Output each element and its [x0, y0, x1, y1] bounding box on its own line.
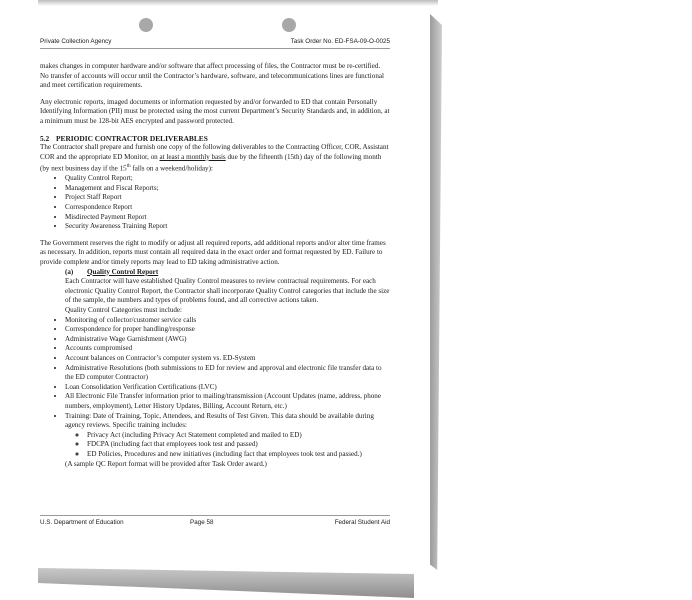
- paragraph-pii: Any electronic reports, imaged documents or information requested by and/or forwarded to ED that contain Personally Identifying Information (PII) must be protected using the most current Department’s Security Standards and, in addition, at a minimum must be 128-bit AES encrypted and password protected.: [40, 97, 390, 125]
- list-item: • Misdirected Payment Report: [65, 213, 390, 223]
- paragraph-government-rights: The Government reserves the right to modify or adjust all required reports, add additional reports and/or alter time frames as necessary. In addition, reports must contain all required data in the exact order and format requested by ED. Failure to provide complete and/or timely reports may lead to ED taking administrative action.: [40, 238, 386, 267]
- list-item: • Correspondence Report: [65, 203, 390, 213]
- qc-categories-list: [40, 316, 390, 460]
- page-header: [40, 38, 390, 49]
- qc-categories-intro: Quality Control Categories must include:: [65, 306, 183, 315]
- list-item: • Administrative Wage Garnishment (AWG): [65, 335, 390, 345]
- page-number: Page 58: [190, 519, 214, 526]
- list-item: • Quality Control Report;: [65, 174, 390, 184]
- footer-department: U.S. Department of Education: [40, 519, 124, 526]
- header-task-order: Task Order No. ED-FSA-09-O-0025: [290, 38, 390, 45]
- subsection-label: (a): [65, 267, 74, 276]
- scan-bottom-edge: [38, 568, 414, 598]
- section-intro: The Contractor shall prepare and furnish one copy of the following deliverables to the Contracting Officer, COR, Assistant COR and the appropriate ED Monitor, on at least a monthly basis due by the fifteenth (15th) day of the following month (by next business day if the 15th falls on a weekend/holiday):: [40, 143, 389, 173]
- training-list: [65, 431, 390, 460]
- list-item: • All Electronic File Transfer information prior to mailing/transmission (Account Updates (name, address, phone numbers, employment), Letter History Updates, Billing, Account Return, etc.): [65, 392, 390, 411]
- document-page: [40, 38, 390, 528]
- list-item: • Loan Consolidation Verification Certifications (LVC): [65, 383, 390, 393]
- punch-hole-icon: [282, 18, 296, 32]
- list-item: • Management and Fiscal Reports;: [65, 184, 390, 194]
- page-footer: [40, 515, 390, 526]
- scan-top-shadow: [38, 0, 438, 6]
- list-item: ◦ ED Policies, Procedures and new initiatives (including fact that employees took test and passed.): [87, 450, 390, 460]
- list-item: • Monitoring of collector/customer service calls: [65, 316, 390, 326]
- list-item: • Correspondence for proper handling/response: [65, 325, 390, 335]
- punch-hole-icon: [139, 18, 153, 32]
- underlined-frequency: at least a monthly basis: [159, 152, 226, 161]
- closing-note: (A sample QC Report format will be provided after Task Order award.): [65, 459, 267, 468]
- section-number: 5.2: [40, 133, 50, 143]
- subsection-heading: [40, 268, 390, 278]
- list-item: • Account balances on Contractor’s computer system vs. ED-System: [65, 354, 390, 364]
- page-body: [40, 62, 390, 469]
- header-agency: Private Collection Agency: [40, 38, 112, 45]
- footer-office: Federal Student Aid: [334, 519, 390, 526]
- subsection-title: Quality Control Report: [87, 267, 159, 276]
- list-item: ◦ FDCPA (including fact that employees took test and passed): [87, 440, 390, 450]
- list-item: • Accounts compromised: [65, 344, 390, 354]
- scan-right-edge: [430, 14, 442, 570]
- paragraph-certification: makes changes in computer hardware and/or software that affect processing of files, the Contractor must be re-certified. No transfer of accounts will occur until the Contractor’s hardware, software, and telecommunications lines are functional and meet certification requirements.: [40, 62, 384, 90]
- list-item: • Project Staff Report: [65, 193, 390, 203]
- qc-paragraph: Each Contractor will have established Quality Control measures to review contractual requirements. For each electronic Quality Control Report, the Contractor shall incorporate Quality Control categories that include the size of the sample, the numbers and types of problems found, and all corrective actions taken.: [65, 277, 390, 305]
- section-heading: [40, 134, 390, 144]
- list-item: • Training: Date of Training, Topic, Attendees, and Results of Test Given. This data should be available during agency reviews. Specific training includes: ◦ Privacy Act (including Privacy Act Statement completed and mailed to ED) ◦ FDCPA (including fact that employees took test and passed) ◦ ED Policies, Procedures and new initiatives (including fact that employees took test and passed.): [65, 412, 390, 460]
- deliverables-list: [40, 174, 390, 232]
- list-item: • Security Awareness Training Report: [65, 222, 390, 232]
- list-item: • Administrative Resolutions (both submissions to ED for review and approval and electronic file transfer data to the ED computer Contractor): [65, 364, 390, 383]
- section-title: PERIODIC CONTRACTOR DELIVERABLES: [56, 133, 208, 143]
- list-item: ◦ Privacy Act (including Privacy Act Statement completed and mailed to ED): [87, 431, 390, 441]
